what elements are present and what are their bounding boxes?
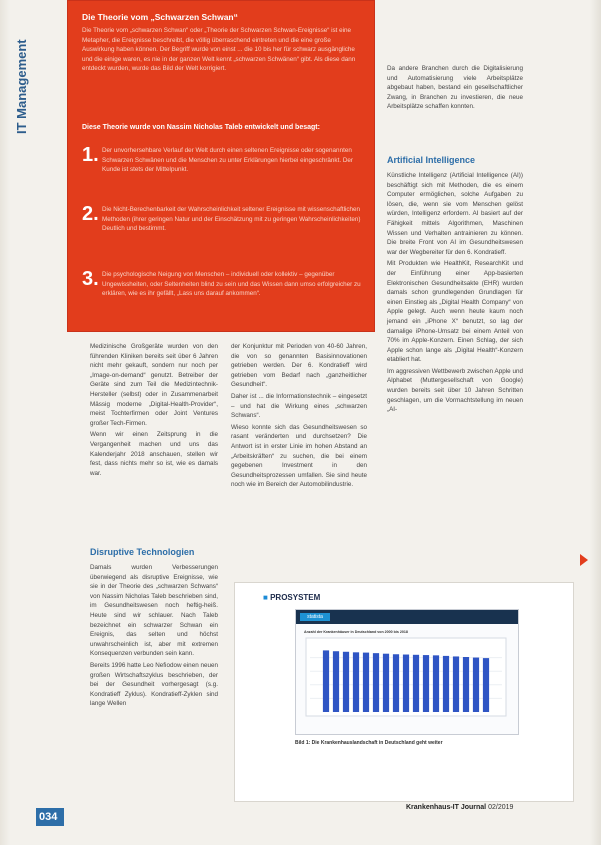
chart-bar (413, 655, 419, 712)
column-1-bottom (90, 563, 218, 711)
heading-ai: Artificial Intelligence (387, 155, 476, 165)
theory-infobox (67, 0, 375, 332)
paragraph: Wenn wir einen Zeitsprung in die Vergangenheit machen und uns das Kalenderjahr 2018 anschauen, stellen wir fest, dass nichts mehr so ist, wie es damals war. (90, 431, 218, 477)
chart-bar (343, 652, 349, 712)
chart-bar (393, 654, 399, 712)
chart-bar (463, 657, 469, 712)
statista-brand: statista (300, 613, 330, 621)
chart-bar (353, 652, 359, 712)
logo-mark-icon: ■ (263, 593, 268, 602)
paragraph: Wieso konnte sich das Gesundheitswesen so rasant veränderten und durchsetzen? Die Antwort ist in erster Linie im hohen Abstand an „Arbeitskräften“ zu suchen, die bei einem gegebenen Investment in den Gesundheitsprozessen umfallen. Sie sind heute noch wie im Bereich der Automobilindustrie. (231, 423, 367, 489)
figure (234, 582, 574, 802)
heading-disruptive: Disruptive Technologien (90, 547, 195, 557)
chart-bar (333, 651, 339, 712)
infobox-title: Die Theorie vom „Schwarzen Schwan“ (82, 12, 238, 22)
paragraph: Da andere Branchen durch die Digitalisierung und Automatisierung viele Arbeitsplätze abgebaut haben, bestand ein gesellschaftlicher Zwang, in Branchen zu investieren, die neue Arbeitsplätze schaffen konnten. (387, 65, 523, 111)
point-text: Die psychologische Neigung von Menschen – individuell oder kollektiv – gegenüber Ungewissheiten, oder Seltenheiten blind zu sein und das Wissen dann umso erfolgreicher zu erklären, wie es ihr gefällt, „Lass uns darauf ankommen“. (102, 271, 361, 297)
paragraph: Mit Produkten wie HealthKit, ResearchKit und der Einführung einer App-basierten Elektronischen Gesundheitsakte (EHR) wurden damals schon grundlegenden Grundlagen für einen Einstieg als „Digital Health Company“ von Apple gelegt. Auch wenn heute kaum noch jemand ein „iPhone X“ benutzt, so lag der damalige iPhone-Umsatz bei einem Anteil von 70% im Apple-Konzern. Einen Schlag, der sich Apple schon lange als „Digital Health“-Konzern etabliert hat. (387, 260, 523, 364)
infobox-intro: Die Theorie vom „schwarzen Schwan“ oder „Theorie der Schwarzen Schwan-Ereignisse“ ist eine Metapher, die Ereignisse beschreibt, die völlig überraschend eintreten und die eine große Auswirkung haben können. Der Begriff wurde von einst ... die 10 bis her für schwarz ausgängliche und die einige waren, es nie in der ganzen Welt kennt „schwarzen Schwänen“ gibt. Als diese dann entdeckt wurden, wurde das Bild der Welt korrigiert. (82, 27, 356, 72)
chart-bar (453, 656, 459, 712)
publication-issue: 02/2019 (488, 804, 514, 811)
logo-text: PROSYSTEM (270, 593, 321, 602)
page-number (36, 808, 64, 826)
bar-chart (296, 610, 518, 734)
chart-bar (363, 653, 369, 712)
paragraph: Damals wurden Verbesserungen überwiegend als disruptive Ereignisse, wie sie in der Theorie des „schwarzen Schwans“ von Nassim Nicholas Taleb beschrieben sind, im Gesundheitswesen noch heftig-heiß. Heute sind wir schlauer. Nach Taleb bezeichnet ein schwarzer Schwan ein Ereignis, das selten und höchst unwahrscheinlich ist, aber mit extremen Konsequenzen verbunden sein kann. (90, 564, 218, 658)
chart-bar (443, 656, 449, 712)
point-text: Die Nicht-Berechenbarkeit der Wahrscheinlichkeit seltener Ereignisse mit wissenschaftlichen Methoden (ihrer geringen Natur und der Einschätzung mit zu geringen Wahrscheinlichkeiten) Deutlich und bestimmt. (102, 206, 361, 232)
point-number: 3. (82, 268, 99, 290)
chart-bar (323, 650, 329, 712)
paragraph: Daher ist ... die Informationstechnik – eingesetzt – und hat die Wirkung eines „schwarzen Schwans“. (231, 392, 367, 420)
footer-publication (406, 804, 513, 811)
point-number: 2. (82, 203, 99, 225)
section-label-text: IT Management (14, 39, 29, 134)
chart-bar (473, 658, 479, 712)
continue-arrow-icon (580, 554, 588, 566)
infobox-subtitle: Diese Theorie wurde von Nassim Nicholas Taleb entwickelt und besagt: (82, 124, 320, 131)
column-3-top (387, 64, 523, 114)
page-number-text: 034 (39, 811, 58, 823)
chart-bar (423, 655, 429, 712)
paragraph: der Konjunktur mit Perioden von 40-60 Jahren, die von so genannten Basisinnovationen getrieben werden. Der 6. Kondratieff wird getrieben vom Bedarf nach „ganzheitlicher Gesundheit“. (231, 343, 367, 389)
paragraph: Bereits 1996 hatte Leo Nefiodow einen neuen großen Wirtschaftszyklus beschrieben, der bei der Gesundheit vorhergesagt (s.g. Kondratieff Zyklus). Kondratieff-Zyklen sind lange Wellen (90, 661, 218, 708)
column-2 (231, 342, 367, 492)
publication-name: Krankenhaus-IT Journal (406, 804, 487, 811)
chart-bar (373, 653, 379, 712)
column-1-top (90, 342, 218, 480)
point-text: Der unvorhersehbare Verlauf der Welt durch einen seltenen Ereignisse oder sogenannten Schwarzen Schwänen und die Menschen zu unter Erklärungen hierbei eingeschränkt. Der Kunde ist stets der Mittelpunkt. (102, 147, 353, 173)
chart-bar (483, 658, 489, 712)
section-label (8, 30, 38, 140)
prosystem-logo (263, 593, 320, 602)
paragraph: Medizinische Großgeräte wurden von den führenden Kliniken bereits seit über 6 Jahren nicht mehr gekauft, sondern nur noch per „Image-on-demand“ genutzt. Betreiber der Geräte sind zum Teil die Medizintechnik-Hersteller (selbst) oder in Zusammenarbeit Mässig moderne „Digital-Health-Provider“, meist Tochterfirmen oder Joint Ventures großer Tech-Firmen. (90, 343, 218, 427)
screenshot-frame (295, 609, 519, 735)
paragraph: Im aggressiven Wettbewerb zwischen Apple und Alphabet (Muttergesellschaft von Google) wurden bereits seit über 10 Jahren Schritten geschlagen, um die Vormachtstellung im neuen „AI- (387, 367, 523, 414)
paragraph: Künstliche Intelligenz (Artificial Intelligence (AI)) beschäftigt sich mit Methoden, die es einem Computer ermöglichen, solche Aufgaben zu lösen, die, wenn sie vom Menschen gelöst würden, Intelligenz erfordern. AI basiert auf der Fähigkeit mittels Algorithmen, Maschinen Wissen und Verhalten antrainieren zu können. Die breite Front von AI im Gesundheitswesen war der Wegbereiter für den 6. Kondratieff. (387, 172, 523, 256)
point-number: 1. (82, 144, 99, 166)
chart-bar (433, 655, 439, 712)
chart-bar (403, 655, 409, 712)
chart-title: Anzahl der Krankenhäuser in Deutschland von 2000 bis 2018 (304, 630, 408, 634)
chart-bar (383, 654, 389, 712)
column-3-bottom (387, 171, 523, 417)
figure-caption: Bild 1: Die Krankenhauslandschaft in Deutschland geht weiter (295, 740, 443, 746)
